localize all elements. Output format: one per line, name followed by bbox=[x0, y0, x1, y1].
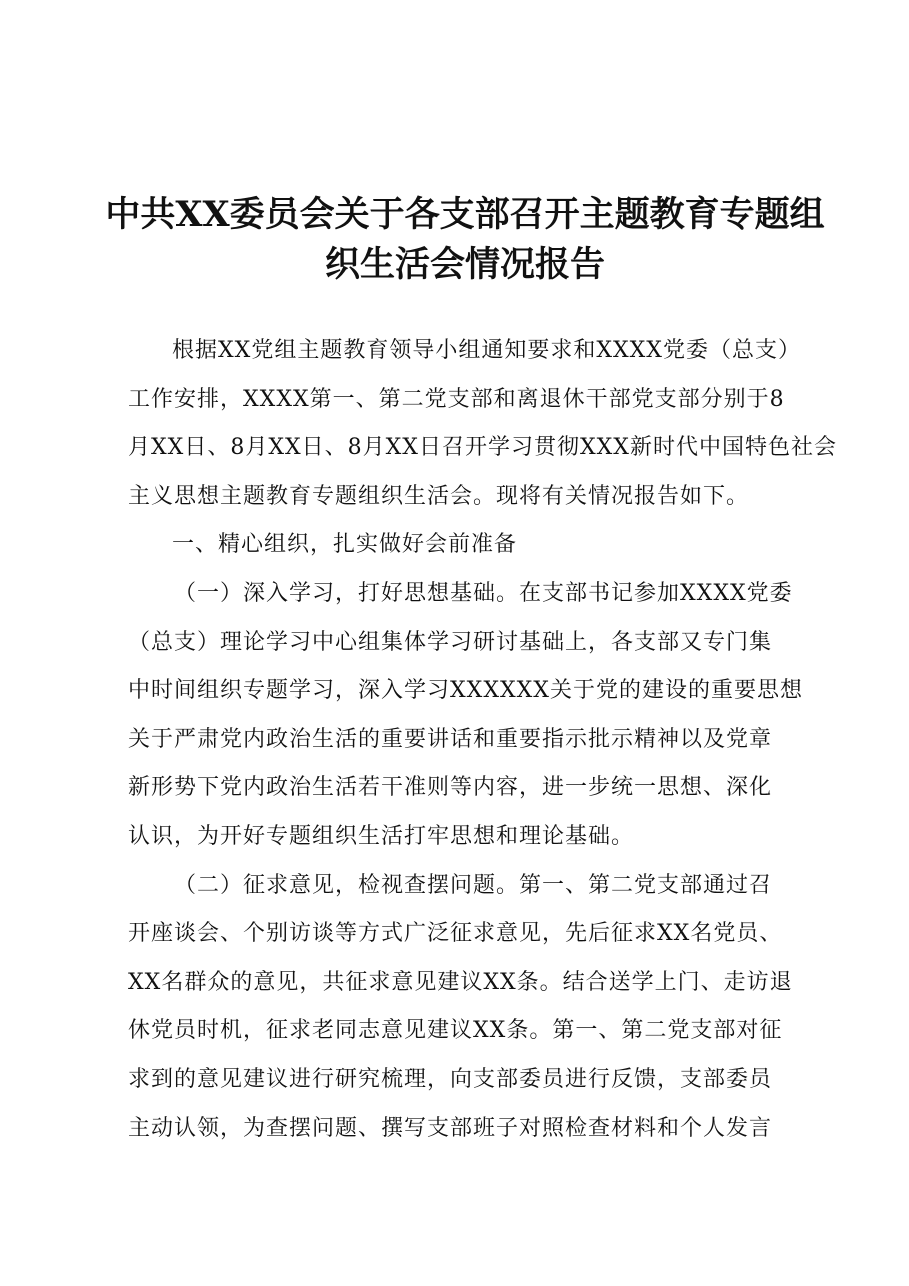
paragraph-1-line-5: 新形势下党内政治生活若干准则等内容，进一步统一思想、深化 bbox=[128, 775, 773, 801]
document-title bbox=[100, 190, 830, 290]
paragraph-2-line-2: 开座谈会、个别访谈等方式广泛征求意见，先后征求XX名党员、 bbox=[128, 921, 783, 947]
paragraph-intro-line-3: 月XX日、8月XX日、8月XX日召开学习贯彻XXX新时代中国特色社会 bbox=[128, 435, 837, 461]
paragraph-2-line-6: 主动认领，为查摆问题、撰写支部班子对照检查材料和个人发言 bbox=[128, 1115, 773, 1141]
title-line-1: 中共XX委员会关于各支部召开主题教育专题组 bbox=[105, 194, 825, 235]
title-line-2: 织生活会情况报告 bbox=[324, 244, 605, 285]
paragraph-1-line-1: （一）深入学习，打好思想基础。在支部书记参加XXXX党委 bbox=[174, 580, 793, 606]
paragraph-intro-line-4: 主义思想主题教育专题组织生活会。现将有关情况报告如下。 bbox=[128, 483, 750, 509]
paragraph-intro-line-1: 根据XX党组主题教育领导小组通知要求和XXXX党委（总支） bbox=[172, 338, 801, 363]
paragraph-2-line-5: 求到的意见建议进行研究梳理，向支部委员进行反馈，支部委员 bbox=[128, 1066, 773, 1092]
paragraph-2-line-3: XX名群众的意见，共征求意见建议XX条。结合送学上门、走访退 bbox=[128, 969, 793, 995]
document-body bbox=[128, 327, 837, 1153]
paragraph-1-line-3: 中时间组织专题学习，深入学习XXXXXX关于党的建设的重要思想 bbox=[128, 678, 803, 704]
section-heading-1: 一、精心组织，扎实做好会前准备 bbox=[172, 532, 518, 558]
paragraph-1-line-4: 关于严肃党内政治生活的重要讲话和重要指示批示精神以及党章 bbox=[128, 726, 773, 752]
paragraph-2-line-4: 休党员时机，征求老同志意见建议XX条。第一、第二党支部对征 bbox=[128, 1018, 783, 1044]
paragraph-1-line-6: 认识，为开好专题组织生活打牢思想和理论基础。 bbox=[128, 823, 635, 849]
paragraph-intro-line-2: 工作安排，XXXX第一、第二党支部和离退休干部党支部分别于8 bbox=[128, 386, 785, 412]
paragraph-2-line-1: （二）征求意见，检视查摆问题。第一、第二党支部通过召 bbox=[174, 872, 773, 898]
paragraph-1-line-2: （总支）理论学习中心组集体学习研讨基础上，各支部又专门集 bbox=[128, 629, 773, 655]
